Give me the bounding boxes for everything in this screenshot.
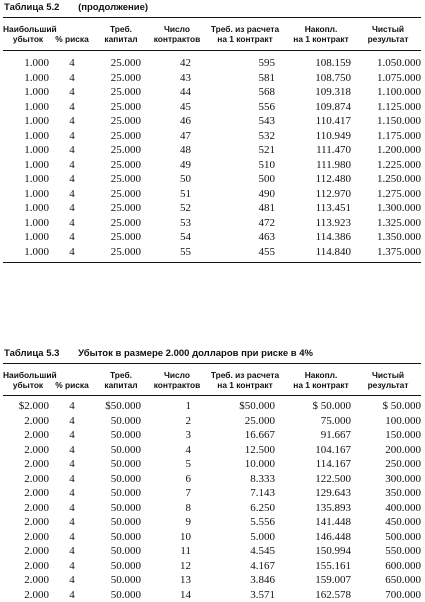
table-cell: 500	[258, 173, 275, 185]
table-row	[3, 56, 421, 71]
table-cell: 4	[185, 443, 191, 456]
table-cell: 104.167	[315, 443, 351, 456]
table-cell: 150.994	[315, 545, 351, 557]
table-row	[3, 71, 421, 86]
table1-caption	[4, 2, 148, 13]
table-cell: 1.000	[24, 216, 49, 229]
header-line: убыток	[12, 380, 44, 390]
table-cell: 1.000	[24, 144, 49, 156]
table-cell: 490	[258, 187, 275, 200]
table-cell: 13	[180, 574, 191, 586]
header-line	[53, 370, 91, 380]
header-line: Накопл.	[304, 370, 338, 380]
table2-number: Таблица 5.3	[4, 348, 60, 359]
header-line: убыток	[12, 34, 44, 44]
table-cell: 2.000	[24, 443, 49, 456]
table-row	[3, 245, 421, 260]
table-cell: 25.000	[110, 115, 141, 127]
table-cell: 25.000	[110, 86, 141, 98]
table-cell: 47	[180, 129, 191, 142]
table-cell: 1.150.000	[377, 115, 421, 127]
table-cell: 500.000	[385, 530, 421, 543]
table-cell: 1.000	[24, 173, 49, 185]
table-row	[3, 399, 421, 414]
table-cell: 4	[69, 187, 75, 200]
table-cell: 1.375.000	[377, 245, 421, 258]
table-cell: 1.000	[24, 115, 49, 127]
table-cell: 3	[185, 429, 191, 441]
table-row	[3, 428, 421, 443]
table-row	[3, 559, 421, 574]
table-cell: 4	[69, 231, 75, 243]
table-cell: 4	[69, 458, 75, 470]
table-cell: 472	[258, 216, 275, 229]
table-cell: 450.000	[385, 516, 421, 528]
table-row	[3, 472, 421, 487]
table1-header-col-4	[151, 24, 203, 44]
table-cell: 1.000	[24, 187, 49, 200]
table-row	[3, 501, 421, 516]
table-cell: 50.000	[110, 472, 141, 485]
table-row	[3, 100, 421, 115]
table-cell: 108.750	[315, 71, 351, 84]
header-line: Наибольший	[3, 370, 57, 380]
table-cell: 108.159	[315, 57, 351, 69]
table-cell: 1.000	[24, 231, 49, 243]
table-row	[3, 457, 421, 472]
table-cell: 141.448	[315, 516, 351, 528]
table-row	[3, 544, 421, 559]
table-cell: 595	[258, 57, 275, 69]
table-cell: 556	[258, 100, 275, 113]
table1-body	[3, 56, 421, 259]
table-cell: 10.000	[244, 458, 275, 470]
table-cell: 25.000	[110, 158, 141, 171]
table-cell: 51	[180, 187, 191, 200]
header-line: Число	[163, 370, 191, 380]
header-line: Чистый	[371, 370, 405, 380]
table-cell: 135.893	[315, 501, 351, 514]
table-cell: 53	[180, 216, 191, 229]
table-cell: 5.556	[250, 516, 275, 528]
table1-header-col-6	[287, 24, 355, 44]
header-line: на 1 контракт	[293, 380, 349, 390]
table-cell: 100.000	[385, 414, 421, 427]
table-cell: 25.000	[110, 129, 141, 142]
table-cell: 1.325.000	[377, 216, 421, 229]
table-cell: 2.000	[24, 516, 49, 528]
table-cell: 1.000	[24, 86, 49, 98]
table-row	[3, 414, 421, 429]
table-cell: 1.350.000	[377, 231, 421, 243]
table-cell: 146.448	[315, 530, 351, 543]
table-cell: 155.161	[315, 559, 351, 572]
table-cell: 50.000	[110, 487, 141, 499]
table-cell: 1.000	[24, 202, 49, 214]
table-cell: 50.000	[110, 414, 141, 427]
table-row	[3, 187, 421, 202]
table-cell: $ 50.000	[312, 400, 351, 412]
table-cell: 1.175.000	[377, 129, 421, 142]
table-cell: 600.000	[385, 559, 421, 572]
table2-body	[3, 399, 421, 602]
table2-header-col-2	[53, 370, 91, 390]
table-cell: 1	[185, 400, 191, 412]
table-cell: 1.275.000	[377, 187, 421, 200]
table2-header-rule	[3, 395, 421, 396]
header-line: на 1 контракт	[217, 380, 273, 390]
table-cell: 2.000	[24, 458, 49, 470]
header-line: результат	[367, 380, 409, 390]
table-cell: 1.125.000	[377, 100, 421, 113]
table-cell: 159.007	[315, 574, 351, 586]
table-cell: 4	[69, 115, 75, 127]
table-cell: 25.000	[110, 173, 141, 185]
header-line: Треб.	[110, 370, 132, 380]
table-cell: 111.470	[316, 144, 351, 156]
table-cell: 25.000	[110, 202, 141, 214]
table-cell: 2.000	[24, 414, 49, 427]
table-cell: 1.000	[24, 158, 49, 171]
header-line: % риска	[55, 380, 89, 390]
table-cell: $50.000	[239, 400, 275, 412]
table-cell: 4	[69, 158, 75, 171]
table-cell: 2	[185, 414, 191, 427]
table-cell: 4	[69, 472, 75, 485]
table-cell: 75.000	[320, 414, 351, 427]
table-row	[3, 588, 421, 602]
table-cell: 112.970	[315, 187, 351, 200]
table-cell: 50.000	[110, 545, 141, 557]
table-cell: 42	[180, 57, 191, 69]
table-cell: 4	[69, 57, 75, 69]
table-cell: 2.000	[24, 429, 49, 441]
table-row	[3, 486, 421, 501]
table-cell: 581	[258, 71, 275, 84]
table2-top-rule	[3, 363, 421, 364]
table-cell: 44	[180, 86, 191, 98]
table2-header-col-4	[151, 370, 203, 390]
table-cell: 2.000	[24, 588, 49, 601]
table-cell: 1.000	[24, 71, 49, 84]
table-cell: 4	[69, 545, 75, 557]
table-cell: 50.000	[110, 530, 141, 543]
table-cell: 521	[258, 144, 275, 156]
table-cell: 4.167	[250, 559, 275, 572]
table-cell: 1.000	[24, 57, 49, 69]
table-cell: 114.840	[315, 245, 351, 258]
table-row	[3, 143, 421, 158]
header-line: Треб. из расчета	[210, 370, 280, 380]
table-cell: 109.874	[315, 100, 351, 113]
table-cell: 4	[69, 216, 75, 229]
table-cell: 109.318	[315, 86, 351, 98]
header-line: на 1 контракт	[293, 34, 349, 44]
table-cell: 25.000	[110, 187, 141, 200]
table-cell: 568	[258, 86, 275, 98]
table-cell: 4	[69, 574, 75, 586]
table-cell: 4	[69, 245, 75, 258]
table-row	[3, 530, 421, 545]
table-cell: 114.386	[315, 231, 351, 243]
table-cell: 1.200.000	[377, 144, 421, 156]
table-cell: $50.000	[105, 400, 141, 412]
table-cell: 2.000	[24, 545, 49, 557]
table-cell: 1.000	[24, 129, 49, 142]
header-line	[53, 24, 91, 34]
table-cell: 50.000	[110, 559, 141, 572]
table-cell: 55	[180, 245, 191, 258]
table-cell: 3.571	[250, 588, 275, 601]
table-cell: 4	[69, 530, 75, 543]
table-cell: 113.923	[315, 216, 351, 229]
table-cell: 4	[69, 100, 75, 113]
table-row	[3, 158, 421, 173]
table-cell: 50.000	[110, 516, 141, 528]
table-cell: 1.000	[24, 245, 49, 258]
table-cell: 4	[69, 588, 75, 601]
table-cell: 463	[258, 231, 275, 243]
table1-header-col-7	[355, 24, 421, 44]
table-cell: 25.000	[110, 231, 141, 243]
table-cell: 4	[69, 173, 75, 185]
table-cell: 300.000	[385, 472, 421, 485]
table-cell: 4	[69, 487, 75, 499]
table-cell: 8.333	[250, 472, 275, 485]
table-row	[3, 114, 421, 129]
table-cell: 6	[185, 472, 191, 485]
table1-header-rule	[3, 50, 421, 51]
table-cell: 3.846	[250, 574, 275, 586]
table-cell: 4.545	[250, 545, 275, 557]
table-cell: 10	[180, 530, 191, 543]
header-line: Наибольший	[3, 24, 57, 34]
table-cell: 4	[69, 516, 75, 528]
table-cell: 4	[69, 71, 75, 84]
table-cell: 50.000	[110, 501, 141, 514]
header-line: контрактов	[153, 380, 201, 390]
table-cell: 2.000	[24, 530, 49, 543]
table-cell: 481	[258, 202, 275, 214]
table-cell: 4	[69, 559, 75, 572]
table-cell: 25.000	[110, 245, 141, 258]
header-line: капитал	[104, 34, 138, 44]
table-cell: 4	[69, 429, 75, 441]
table1-header-col-2	[53, 24, 91, 44]
table-cell: 162.578	[315, 588, 351, 601]
table2-header	[3, 370, 421, 390]
header-line: контрактов	[153, 34, 201, 44]
table2-header-col-7	[355, 370, 421, 390]
table-cell: 200.000	[385, 443, 421, 456]
table-cell: 400.000	[385, 501, 421, 514]
table-cell: 1.050.000	[377, 57, 421, 69]
table-cell: 46	[180, 115, 191, 127]
table-cell: 455	[258, 245, 275, 258]
table-row	[3, 443, 421, 458]
table-cell: 14	[180, 588, 191, 601]
table-cell: 250.000	[385, 458, 421, 470]
table-cell: 2.000	[24, 472, 49, 485]
table-cell: 54	[180, 231, 191, 243]
header-line: капитал	[104, 380, 138, 390]
table-cell: 50	[180, 173, 191, 185]
table-row	[3, 85, 421, 100]
table-cell: 4	[69, 144, 75, 156]
table-cell: 110.417	[315, 115, 351, 127]
table-cell: 114.167	[315, 458, 351, 470]
table-cell: 50.000	[110, 574, 141, 586]
table-cell: 25.000	[110, 71, 141, 84]
table-cell: 11	[180, 545, 191, 557]
table-cell: 50.000	[110, 443, 141, 456]
table-cell: 43	[180, 71, 191, 84]
header-line: Накопл.	[304, 24, 338, 34]
table-cell: 113.451	[315, 202, 351, 214]
table1-header	[3, 24, 421, 44]
table-cell: 110.949	[315, 129, 351, 142]
header-line: на 1 контракт	[217, 34, 273, 44]
table-cell: 543	[258, 115, 275, 127]
table-cell: 7	[185, 487, 191, 499]
table-cell: 48	[180, 144, 191, 156]
table-cell: 7.143	[250, 487, 275, 499]
table-row	[3, 129, 421, 144]
table-cell: 2.000	[24, 574, 49, 586]
table-cell: 25.000	[110, 144, 141, 156]
table-cell: 4	[69, 414, 75, 427]
table-cell: 532	[258, 129, 275, 142]
table2-header-col-3	[91, 370, 151, 390]
table1-header-col-3	[91, 24, 151, 44]
table-cell: 4	[69, 400, 75, 412]
table-cell: 4	[69, 443, 75, 456]
table-cell: 4	[69, 129, 75, 142]
table-cell: 510	[258, 158, 275, 171]
table1-header-col-1	[3, 24, 57, 44]
table-cell: 2.000	[24, 487, 49, 499]
table-cell: 1.000	[24, 100, 49, 113]
header-line: Чистый	[371, 24, 405, 34]
table-cell: 1.100.000	[377, 86, 421, 98]
table-cell: 129.643	[315, 487, 351, 499]
table1-top-rule	[3, 17, 421, 18]
table-cell: 5	[185, 458, 191, 470]
table2-header-col-6	[287, 370, 355, 390]
table-cell: 4	[69, 86, 75, 98]
table-cell: 45	[180, 100, 191, 113]
table-cell: 550.000	[385, 545, 421, 557]
table-cell: 2.000	[24, 501, 49, 514]
table-cell: $ 50.000	[382, 400, 421, 412]
table-cell: 1.300.000	[377, 202, 421, 214]
table1-number: Таблица 5.2	[4, 2, 60, 13]
table-cell: 6.250	[250, 501, 275, 514]
table-cell: $2.000	[18, 400, 49, 412]
table-cell: 50.000	[110, 588, 141, 601]
table-row	[3, 216, 421, 231]
table-cell: 5.000	[250, 530, 275, 543]
table-cell: 650.000	[385, 574, 421, 586]
table-cell: 350.000	[385, 487, 421, 499]
table-row	[3, 201, 421, 216]
table-cell: 25.000	[244, 414, 275, 427]
table-cell: 111.980	[316, 158, 351, 171]
table-cell: 52	[180, 202, 191, 214]
table-cell: 25.000	[110, 216, 141, 229]
table-cell: 25.000	[110, 100, 141, 113]
table1-header-col-5	[203, 24, 287, 44]
table-cell: 12	[180, 559, 191, 572]
table-cell: 700.000	[385, 588, 421, 601]
table-cell: 16.667	[244, 429, 275, 441]
table-cell: 4	[69, 202, 75, 214]
table-cell: 25.000	[110, 57, 141, 69]
table-cell: 49	[180, 158, 191, 171]
table-cell: 12.500	[244, 443, 275, 456]
table-cell: 1.075.000	[377, 71, 421, 84]
table-cell: 50.000	[110, 458, 141, 470]
table1-bottom-rule	[3, 262, 421, 263]
table1-title: (продолжение)	[78, 2, 149, 13]
table2-header-col-1	[3, 370, 57, 390]
header-line: Треб.	[110, 24, 132, 34]
table-row	[3, 172, 421, 187]
table-cell: 150.000	[385, 429, 421, 441]
table-cell: 9	[185, 516, 191, 528]
table-cell: 112.480	[315, 173, 351, 185]
table-row	[3, 230, 421, 245]
table-cell: 122.500	[315, 472, 351, 485]
table-cell: 91.667	[320, 429, 351, 441]
table-row	[3, 573, 421, 588]
table-cell: 4	[69, 501, 75, 514]
table-row	[3, 515, 421, 530]
header-line: Треб. из расчета	[210, 24, 280, 34]
header-line: % риска	[55, 34, 89, 44]
table-cell: 8	[185, 501, 191, 514]
table2-title: Убыток в размере 2.000 долларов при риске в 4%	[78, 348, 313, 359]
header-line: результат	[367, 34, 409, 44]
table-cell: 1.250.000	[377, 173, 421, 185]
table-cell: 1.225.000	[377, 158, 421, 171]
table-cell: 2.000	[24, 559, 49, 572]
table-cell: 50.000	[110, 429, 141, 441]
table2-header-col-5	[203, 370, 287, 390]
header-line: Число	[163, 24, 191, 34]
table2-caption	[4, 348, 313, 359]
